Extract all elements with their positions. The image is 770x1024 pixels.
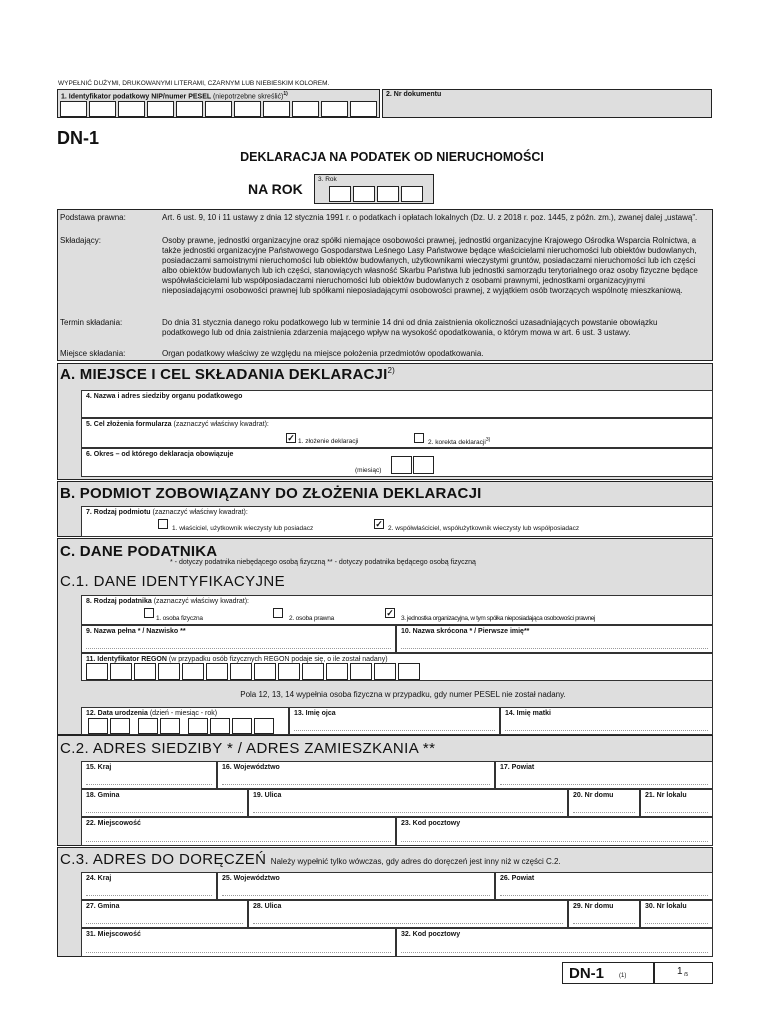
birth-date-digit-box[interactable] (210, 718, 230, 734)
section-c1-title: C.1. DANE IDENTYFIKACYJNE (60, 573, 286, 590)
county-field[interactable] (495, 761, 713, 789)
mother-name-dotted-line (505, 730, 708, 731)
year-field (314, 174, 434, 204)
option-korekta-label: 2. korekta deklaracji$^{3)}$ (428, 437, 491, 447)
delivery-voivodeship-field[interactable] (217, 872, 495, 900)
regon-digit-box[interactable] (350, 663, 372, 680)
regon-digit-box[interactable] (254, 663, 276, 680)
full-name-label: 9. Nazwa pełna * / Nazwisko ** (86, 628, 186, 635)
skladajacy-label: Składający: (60, 236, 101, 245)
purpose-field (81, 418, 713, 448)
dotted-line (86, 812, 243, 813)
nip-digit-box[interactable] (176, 101, 203, 117)
dotted-line (86, 841, 391, 842)
regon-digit-box[interactable] (398, 663, 420, 680)
section-c3-heading (60, 851, 561, 869)
postal-code-label: 23. Kod pocztowy (401, 820, 461, 827)
dotted-line (222, 784, 490, 785)
nip-digit-box[interactable] (321, 101, 348, 117)
nip-digit-box[interactable] (234, 101, 261, 117)
delivery-country-field[interactable] (81, 872, 217, 900)
form-code: DN-1 (57, 128, 100, 148)
nip-digit-box[interactable] (147, 101, 174, 117)
house-number-field[interactable] (568, 789, 640, 817)
option-wlasciciel-label: 1. właściciel, użytkownik wieczysty lub posiadacz (172, 525, 314, 532)
option-jednostka-label: 3. jednostka organizacyjna, w tym spółka nieposiadająca osobowości prawnej (401, 615, 596, 622)
regon-label: 11. Identyfikator REGON (w przypadku osób fizycznych REGON podaje się, o ile został nadany) (86, 656, 388, 663)
delivery-country-label: 24. Kraj (86, 875, 112, 882)
regon-digit-box[interactable] (278, 663, 300, 680)
nip-digit-box[interactable] (292, 101, 319, 117)
birth-date-digit-box[interactable] (254, 718, 274, 734)
dotted-line (86, 895, 212, 896)
section-b-title: B. PODMIOT ZOBOWIĄZANY DO ZŁOŻENIA DEKLARACJI (60, 485, 482, 502)
mother-name-label: 14. Imię matki (505, 710, 551, 717)
miejsce-text: Organ podatkowy właściwy ze względu na miejsce położenia przedmiotów opodatkowania. (162, 349, 484, 358)
form-title: DEKLARACJA NA PODATEK OD NIERUCHOMOŚCI (240, 150, 544, 164)
dotted-line (86, 952, 391, 953)
nip-digit-box[interactable] (89, 101, 116, 117)
delivery-municipality-label: 27. Gmina (86, 903, 120, 910)
checkbox-korekta[interactable] (414, 433, 424, 443)
option-wspolwlasciciel-label: 2. współwłaściciel, współużytkownik wieczysty lub współposiadacz (388, 525, 580, 532)
checkbox-wlasciciel[interactable] (158, 519, 168, 529)
footer-form-code: DN-1 (569, 965, 605, 982)
father-name-dotted-line (294, 730, 495, 731)
checkbox-zlozenie[interactable]: ✓ (287, 433, 295, 443)
birth-date-digit-box[interactable] (138, 718, 158, 734)
period-label: 6. Okres – od którego deklaracja obowiązuje (86, 451, 234, 458)
birth-date-digit-box[interactable] (160, 718, 180, 734)
delivery-apartment-number-label: 30. Nr lokalu (645, 903, 687, 910)
section-c3-note: Należy wypełnić tylko wówczas, gdy adres do doręczeń jest inny niż w części C.2. (270, 857, 561, 866)
year-digit-box[interactable] (401, 186, 423, 202)
footer-page-total: /5 (684, 972, 689, 978)
month-digit-box[interactable] (391, 456, 412, 474)
regon-digit-box[interactable] (134, 663, 156, 680)
regon-digit-box[interactable] (182, 663, 204, 680)
na-rok-label: NA ROK (248, 181, 303, 197)
voivodeship-label: 16. Województwo (222, 764, 280, 771)
delivery-voivodeship-label: 25. Województwo (222, 875, 280, 882)
short-name-label: 10. Nazwa skrócona * / Pierwsze imię** (401, 628, 530, 635)
dotted-line (401, 952, 708, 953)
dotted-line (86, 923, 243, 924)
house-number-label: 20. Nr domu (573, 792, 614, 799)
street-label: 19. Ulica (253, 792, 282, 799)
dotted-line (253, 812, 563, 813)
regon-digit-box[interactable] (326, 663, 348, 680)
document-number-field (382, 89, 712, 118)
dotted-line (222, 895, 490, 896)
year-digit-box[interactable] (377, 186, 399, 202)
taxpayer-type-label: 8. Rodzaj podatnika (zaznaczyć właściwy kwadrat): (86, 598, 249, 605)
entity-type-field (81, 506, 713, 537)
delivery-street-field[interactable] (248, 900, 568, 928)
street-field[interactable] (248, 789, 568, 817)
municipality-label: 18. Gmina (86, 792, 120, 799)
delivery-postal-code-label: 32. Kod pocztowy (401, 931, 461, 938)
delivery-house-number-field[interactable] (568, 900, 640, 928)
section-c-title: C. DANE PODATNIKA (60, 543, 218, 560)
footer-page-box (654, 962, 713, 984)
dotted-line (401, 841, 708, 842)
delivery-county-field[interactable] (495, 872, 713, 900)
nip-pesel-label: 1. Identyfikator podatkowy NIP/numer PESEL (niepotrzebne skreślić)$^{1)}$ (61, 91, 288, 101)
municipality-field[interactable] (81, 789, 248, 817)
regon-digit-box[interactable] (302, 663, 324, 680)
regon-digit-box[interactable] (110, 663, 132, 680)
regon-digit-box[interactable] (158, 663, 180, 680)
footer-form-code-box (562, 962, 654, 984)
dotted-line (500, 895, 708, 896)
birth-date-digit-box[interactable] (232, 718, 252, 734)
year-label: 3. Rok (318, 176, 337, 183)
regon-digit-box[interactable] (230, 663, 252, 680)
dotted-line (573, 812, 635, 813)
delivery-apartment-number-field[interactable] (640, 900, 713, 928)
regon-digit-box[interactable] (374, 663, 396, 680)
full-name-field[interactable] (81, 625, 396, 653)
nip-digit-box[interactable] (118, 101, 145, 117)
podstawa-label: Podstawa prawna: (60, 213, 126, 222)
fields-12-14-note: Pola 12, 13, 14 wypełnia osoba fizyczna w przypadku, gdy numer PESEL nie został nadany. (240, 690, 566, 699)
mother-name-field[interactable] (500, 707, 713, 735)
purpose-label: 5. Cel złożenia formularza (zaznaczyć właściwy kwadrat): (86, 421, 269, 428)
option-zlozenie-label: 1. złożenie deklaracji (298, 438, 359, 445)
fill-instruction: WYPEŁNIĆ DUŻYMI, DRUKOWANYMI LITERAMI, CZARNYM LUB NIEBIESKIM KOLOREM. (58, 80, 330, 87)
checkbox-jednostka[interactable]: ✓ (386, 608, 394, 618)
dotted-line (500, 784, 708, 785)
year-digit-box[interactable] (329, 186, 351, 202)
locality-field[interactable] (81, 817, 396, 846)
voivodeship-field[interactable] (217, 761, 495, 789)
option-osoba-fizyczna-label: 1. osoba fizyczna (156, 615, 203, 622)
checkbox-osoba-fizyczna[interactable] (144, 608, 154, 618)
podstawa-text: Art. 6 ust. 9, 10 i 11 ustawy z dnia 12 stycznia 1991 r. o podatkach i opłatach lokalnych (Dz. U. z 2018 r. poz. 1445, z późn. zm.), zwanej dalej „ustawą”. (162, 213, 698, 222)
miejsce-label: Miejsce składania: (60, 349, 126, 358)
nip-digit-box[interactable] (60, 101, 87, 117)
dotted-line (645, 923, 708, 924)
regon-digit-box[interactable] (206, 663, 228, 680)
country-field[interactable] (81, 761, 217, 789)
nip-digit-box[interactable] (263, 101, 290, 117)
tax-office-label: 4. Nazwa i adres siedziby organu podatkowego (86, 393, 243, 400)
nip-digit-box[interactable] (205, 101, 232, 117)
dotted-line (645, 812, 708, 813)
tax-office-field[interactable] (81, 390, 713, 418)
termin-label: Termin składania: (60, 318, 123, 327)
section-c3-title: C.3. ADRES DO DORĘCZEŃ (60, 851, 267, 868)
apartment-number-field[interactable] (640, 789, 713, 817)
delivery-postal-code-field[interactable] (396, 928, 713, 957)
delivery-municipality-field[interactable] (81, 900, 248, 928)
regon-digit-box[interactable] (86, 663, 108, 680)
checkbox-wspolwlasciciel[interactable]: ✓ (375, 519, 383, 529)
month-digit-box[interactable] (413, 456, 434, 474)
footer-form-version: (1) (619, 973, 627, 979)
country-label: 15. Kraj (86, 764, 112, 771)
entity-type-label: 7. Rodzaj podmiotu (zaznaczyć właściwy kwadrat): (86, 509, 248, 516)
section-c-note: * - dotyczy podatnika niebędącego osobą fizyczną ** - dotyczy podatnika będącego osobą fizyczną (170, 559, 476, 566)
delivery-locality-field[interactable] (81, 928, 396, 957)
month-label: (miesiąc) (355, 467, 382, 474)
short-name-dotted-line (401, 648, 708, 649)
termin-text: Do dnia 31 stycznia danego roku podatkowego lub w terminie 14 dni od dnia zaistnienia okoliczności uzasadniających powstanie obowiązku podatkowego lub od dnia zaistnienia zdarzenia mającego wpływ na wysokość opodatkowania, o którym mowa w art. 6 ust. 3 ustawy. (162, 318, 658, 337)
birth-date-digit-box[interactable] (88, 718, 108, 734)
delivery-street-label: 28. Ulica (253, 903, 282, 910)
birth-date-label: 12. Data urodzenia (dzień - miesiąc - rok) (86, 710, 218, 717)
delivery-county-label: 26. Powiat (500, 875, 535, 882)
dotted-line (253, 923, 563, 924)
father-name-label: 13. Imię ojca (294, 710, 336, 717)
document-number-label: 2. Nr dokumentu (386, 91, 442, 98)
section-c2-title: C.2. ADRES SIEDZIBY * / ADRES ZAMIESZKANIA ** (60, 740, 436, 757)
delivery-locality-label: 31. Miejscowość (86, 931, 141, 938)
apartment-number-label: 21. Nr lokalu (645, 792, 687, 799)
skladajacy-text: Osoby prawne, jednostki organizacyjne oraz spółki niemające osobowości prawnej, jednostki organizacyjne Krajowego Ośrodka Wsparcia Rolnictwa, a także jednostki organizacyjne Państwowego Gospodarstwa Leśnego Lasy Państwowe będące właścicielami nieruchomości lub obiektów budowlanych, posiadaczami samoistnymi nieruchomości lub obiektów budowlanych, użytkownikami wieczystymi gruntów, posiadaczami nieruchomości lub ich części albo obiektów budowlanych lub ich części, stanowiących własność Skarbu Państwa lub jednostki samorządu terytorialnego oraz osoby fizyczne będące współwłaścicielami lub współposiadaczami nieruchomości lub obiektów budowlanych z osobami prawnymi, jednostkami organizacyjnymi nieposiadającymi osobowości prawnej lub spółkami nieposiadającymi osobowości prawnej, z wyjątkiem osób tworzących wspólnotę mieszkaniową. (162, 236, 698, 295)
father-name-field[interactable] (289, 707, 500, 735)
section-a-title: A. MIEJSCE I CEL SKŁADANIA DEKLARACJI$^{2)}$ (60, 366, 395, 383)
delivery-house-number-label: 29. Nr domu (573, 903, 614, 910)
county-label: 17. Powiat (500, 764, 535, 771)
dotted-line (573, 923, 635, 924)
locality-label: 22. Miejscowość (86, 820, 141, 827)
short-name-field[interactable] (396, 625, 713, 653)
birth-date-digit-box[interactable] (188, 718, 208, 734)
dotted-line (86, 784, 212, 785)
postal-code-field[interactable] (396, 817, 713, 846)
nip-digit-box[interactable] (350, 101, 377, 117)
footer-page-number: 1 (677, 966, 683, 977)
option-osoba-prawna-label: 2. osoba prawna (289, 615, 335, 622)
full-name-dotted-line (86, 648, 391, 649)
checkbox-osoba-prawna[interactable] (273, 608, 283, 618)
birth-date-digit-box[interactable] (110, 718, 130, 734)
year-digit-box[interactable] (353, 186, 375, 202)
